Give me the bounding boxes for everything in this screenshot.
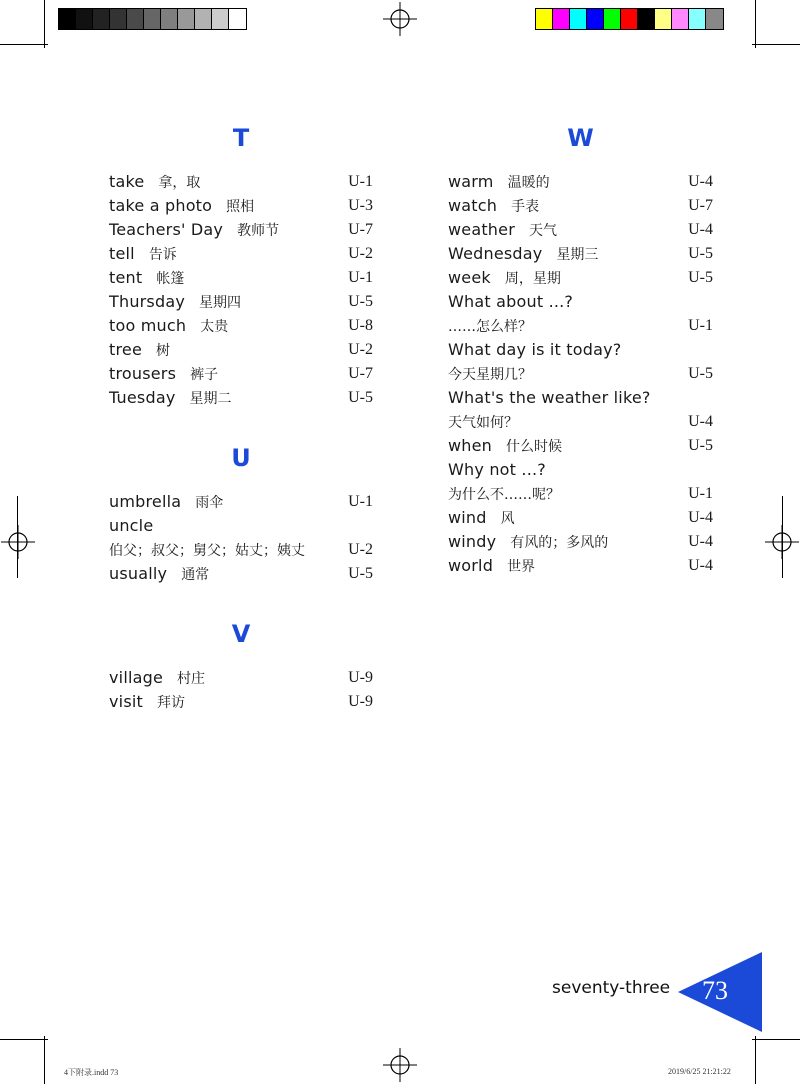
vocab-entry (448, 362, 713, 386)
vocab-entry (448, 290, 713, 314)
color-swatch (689, 9, 706, 29)
entry-unit: U-5 (688, 269, 713, 286)
entry-meaning: 有风的；多风的 (510, 535, 609, 551)
color-swatch (212, 9, 229, 29)
registration-mark-bottom (383, 1048, 417, 1082)
vocab-entry (109, 562, 373, 586)
vocab-entry (109, 338, 373, 362)
vocab-entry (448, 530, 713, 554)
entry-unit: U-4 (688, 533, 713, 550)
entry-unit: U-5 (348, 389, 373, 406)
entry-meaning: 星期三 (556, 247, 599, 263)
crop-mark (44, 1036, 45, 1084)
page-number-words: seventy-three (552, 978, 671, 998)
color-swatch (638, 9, 655, 29)
vocab-entry (109, 490, 373, 514)
color-swatch (110, 9, 127, 29)
entry-word: take a photo (109, 196, 213, 215)
entry-meaning: 什么时候 (506, 439, 563, 455)
entry-meaning: 天气如何？ (448, 415, 518, 431)
vocab-entry (109, 170, 373, 194)
vocab-entry (448, 434, 713, 458)
entry-word: world (448, 556, 494, 575)
vocab-entry (109, 266, 373, 290)
entry-word: weather (448, 220, 515, 239)
entry-word: What's the weather like? (448, 388, 651, 407)
entry-meaning: 照相 (226, 199, 255, 215)
crop-mark (44, 0, 45, 48)
page-number: 73 (702, 976, 728, 1005)
color-swatch (144, 9, 161, 29)
entry-word: Tuesday (109, 388, 176, 407)
entry-word: usually (109, 564, 168, 583)
color-swatch (570, 9, 587, 29)
entry-unit: U-3 (348, 197, 373, 214)
vocab-entry (109, 386, 373, 410)
entry-word: tree (109, 340, 142, 359)
entry-unit: U-2 (348, 341, 373, 358)
entry-unit: U-2 (348, 245, 373, 262)
entry-word: watch (448, 196, 498, 215)
entry-meaning: 手表 (511, 199, 540, 215)
entry-unit: U-9 (348, 693, 373, 710)
color-swatch (93, 9, 110, 29)
section-t-entries (109, 170, 373, 410)
entry-meaning: 温暖的 (507, 175, 550, 191)
entry-word: What day is it today? (448, 340, 622, 359)
crop-mark (17, 496, 18, 578)
right-column (448, 118, 713, 578)
entry-word: wind (448, 508, 487, 527)
vocab-entry (448, 194, 713, 218)
section-letter-w: W (567, 124, 594, 152)
entry-word: umbrella (109, 492, 182, 511)
entry-word: warm (448, 172, 494, 191)
entry-unit: U-5 (688, 437, 713, 454)
vocab-entry (448, 458, 713, 482)
entry-meaning: 告诉 (148, 247, 177, 263)
section-u-entries (109, 490, 373, 586)
entry-word: take (109, 172, 145, 191)
entry-word: visit (109, 692, 143, 711)
entry-unit: U-4 (688, 509, 713, 526)
entry-unit: U-7 (348, 221, 373, 238)
vocab-entry (109, 362, 373, 386)
section-w-entries (448, 170, 713, 578)
crop-mark (752, 44, 800, 45)
color-swatch (229, 9, 246, 29)
crop-mark (755, 0, 756, 48)
color-swatch (587, 9, 604, 29)
vocab-entry (109, 514, 373, 538)
entry-word: uncle (109, 516, 154, 535)
color-swatch (161, 9, 178, 29)
vocab-entry (109, 242, 373, 266)
color-swatch (59, 9, 76, 29)
entry-unit: U-4 (688, 413, 713, 430)
crop-mark (755, 1036, 756, 1084)
entry-meaning: 风 (500, 511, 515, 527)
entry-unit: U-5 (688, 245, 713, 262)
entry-unit: U-5 (688, 365, 713, 382)
entry-unit: U-5 (348, 293, 373, 310)
entry-meaning: 树 (156, 343, 170, 359)
entry-meaning: 雨伞 (195, 495, 224, 511)
entry-unit: U-9 (348, 669, 373, 686)
entry-word: when (448, 436, 493, 455)
entry-meaning: 天气 (528, 223, 557, 239)
grayscale-bar (58, 8, 247, 30)
entry-meaning: 星期四 (199, 295, 241, 311)
entry-word: too much (109, 316, 187, 335)
color-swatch (655, 9, 672, 29)
entry-unit: U-7 (688, 197, 713, 214)
color-swatch (536, 9, 553, 29)
color-swatch (76, 9, 93, 29)
entry-unit: U-1 (348, 173, 373, 190)
entry-word: Wednesday (448, 244, 543, 263)
vocab-entry (448, 218, 713, 242)
vocab-entry (448, 482, 713, 506)
color-swatch (127, 9, 144, 29)
registration-mark-left (1, 525, 35, 559)
entry-unit: U-8 (348, 317, 373, 334)
entry-meaning: ……怎么样？ (448, 319, 532, 335)
entry-meaning: 教师节 (237, 223, 280, 239)
entry-unit: U-4 (688, 173, 713, 190)
color-swatch (195, 9, 212, 29)
vocab-entry (109, 690, 373, 714)
crop-mark (0, 1039, 48, 1040)
entry-word: Thursday (109, 292, 185, 311)
entry-unit: U-1 (348, 493, 373, 510)
vocab-entry (448, 314, 713, 338)
vocab-entry (448, 242, 713, 266)
vocab-entry (109, 194, 373, 218)
entry-meaning: 裤子 (190, 367, 219, 383)
entry-meaning: 伯父；叔父；舅父；姑丈；姨丈 (109, 543, 305, 559)
vocab-entry (448, 170, 713, 194)
entry-word: trousers (109, 364, 177, 383)
entry-meaning: 帐篷 (156, 271, 185, 287)
vocab-entry (109, 290, 373, 314)
slug-file: 4下附录.indd 73 (64, 1068, 119, 1077)
color-swatch (178, 9, 195, 29)
entry-unit: U-2 (348, 541, 373, 558)
entry-word: windy (448, 532, 497, 551)
entry-unit: U-4 (688, 557, 713, 574)
entry-meaning: 今天星期几？ (448, 367, 532, 383)
entry-word: tell (109, 244, 135, 263)
entry-meaning: 世界 (507, 559, 536, 575)
entry-word: Why not ...? (448, 460, 546, 479)
vocab-entry (109, 218, 373, 242)
entry-unit: U-1 (688, 317, 713, 334)
entry-word: week (448, 268, 491, 287)
left-column (109, 118, 373, 714)
crop-mark (752, 1039, 800, 1040)
entry-unit: U-5 (348, 565, 373, 582)
entry-word: Teachers' Day (109, 220, 224, 239)
entry-word: tent (109, 268, 143, 287)
section-letter-u: U (231, 444, 251, 472)
entry-meaning: 拜访 (156, 695, 185, 711)
vocab-entry (109, 538, 373, 562)
color-swatch (553, 9, 570, 29)
registration-mark-top (383, 2, 417, 36)
entry-word: What about ...? (448, 292, 574, 311)
vocab-entry (109, 314, 373, 338)
entry-meaning: 村庄 (177, 671, 206, 687)
entry-unit: U-1 (348, 269, 373, 286)
vocab-entry (448, 386, 713, 410)
color-swatch (672, 9, 689, 29)
section-letter-v: V (231, 620, 251, 648)
vocab-entry (448, 410, 713, 434)
entry-meaning: 星期二 (189, 391, 232, 407)
entry-unit: U-1 (688, 485, 713, 502)
entry-word: village (109, 668, 164, 687)
vocab-entry (448, 266, 713, 290)
entry-meaning: 周，星期 (504, 271, 561, 287)
entry-meaning: 拿，取 (158, 175, 201, 191)
color-swatch (604, 9, 621, 29)
crop-mark (782, 496, 783, 578)
entry-unit: U-4 (688, 221, 713, 238)
crop-mark (0, 44, 48, 45)
color-bar (535, 8, 724, 30)
slug-timestamp: 2019/6/25 21:21:22 (668, 1067, 731, 1076)
color-swatch (621, 9, 638, 29)
color-swatch (706, 9, 723, 29)
section-letter-t: T (232, 124, 250, 152)
vocab-entry (448, 554, 713, 578)
vocab-entry (448, 506, 713, 530)
entry-unit: U-7 (348, 365, 373, 382)
vocab-entry (109, 666, 373, 690)
entry-meaning: 通常 (181, 567, 210, 583)
entry-meaning: 为什么不……呢？ (448, 487, 560, 503)
vocab-entry (448, 338, 713, 362)
entry-meaning: 太贵 (200, 319, 229, 335)
section-v-entries (109, 666, 373, 714)
